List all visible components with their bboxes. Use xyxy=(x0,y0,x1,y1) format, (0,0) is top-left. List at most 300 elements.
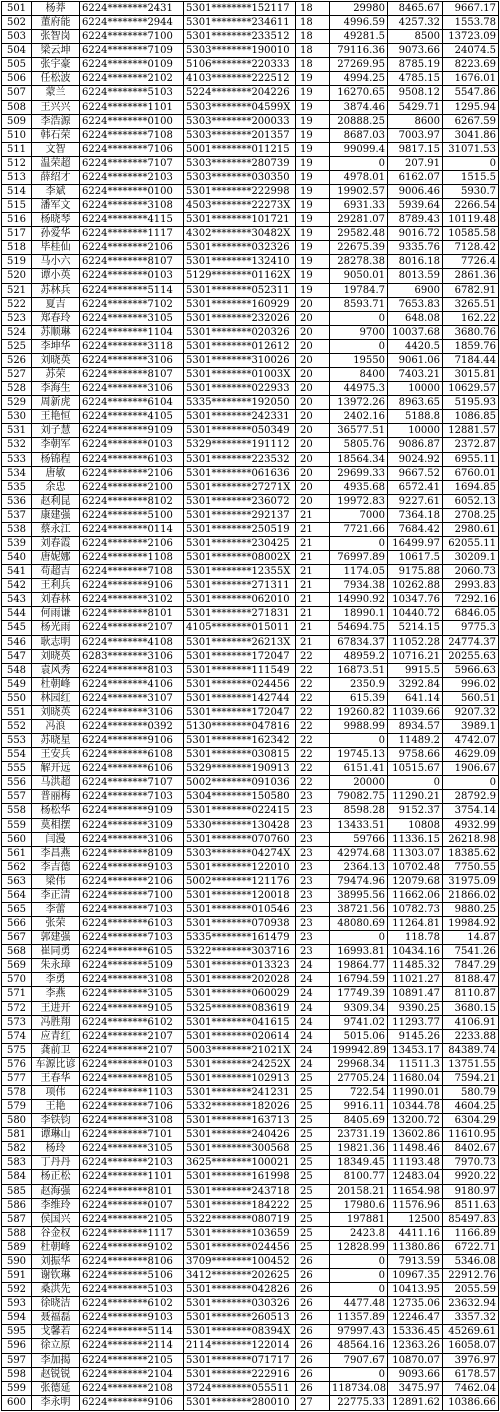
id-number-cell: 5301********020326 xyxy=(184,326,296,339)
id-number-cell: 5301********062010 xyxy=(184,593,296,606)
amount-1-cell: 8400 xyxy=(330,368,388,381)
person-name-cell: 闫漫 xyxy=(32,833,80,846)
person-name-cell: 崔同勇 xyxy=(32,945,80,958)
id-number-cell: 5301********202028 xyxy=(184,973,296,986)
person-name-cell: 王安兵 xyxy=(32,748,80,761)
bank-card-number-cell: 6224********2102 xyxy=(80,72,184,85)
person-name-cell: 耿志明 xyxy=(32,636,80,649)
bank-card-number-cell: 6224********7109 xyxy=(80,44,184,57)
bank-card-number-cell: 6224********8107 xyxy=(80,368,184,381)
id-number-cell: 5301********260513 xyxy=(184,1311,296,1324)
amount-3-cell: 8223.69 xyxy=(454,59,496,71)
row-number-cell: 560 xyxy=(2,833,32,846)
person-name-cell: 马小六 xyxy=(32,255,80,268)
bank-card-number-cell: 6224********6103 xyxy=(80,453,184,466)
person-name-cell: 谷金权 xyxy=(32,1227,80,1240)
row-number-cell: 581 xyxy=(2,1128,32,1141)
bank-card-number-cell: 6224********2103 xyxy=(80,171,184,184)
bank-card-number-cell: 6224********7103 xyxy=(80,931,184,944)
bank-card-number-cell: 6224********5106 xyxy=(80,1269,184,1282)
table-row xyxy=(2,467,498,481)
count-cell: 25 xyxy=(296,1170,330,1183)
id-number-cell: 5301********103659 xyxy=(184,1227,296,1240)
person-name-cell: 苏晓星 xyxy=(32,734,80,747)
row-number-cell: 561 xyxy=(2,847,32,860)
id-number-cell: 5130********047816 xyxy=(184,720,296,733)
bank-card-number-cell: 6224********0109 xyxy=(80,58,184,71)
count-cell: 23 xyxy=(296,903,330,916)
table-row xyxy=(2,959,498,973)
table-row xyxy=(2,171,498,185)
amount-2-cell: 3475.97 xyxy=(388,1382,443,1395)
amount-3-cell: 6846.05 xyxy=(454,608,496,620)
person-name-cell: 张宇豪 xyxy=(32,58,80,71)
person-name-cell: 刘晓英 xyxy=(32,706,80,719)
person-name-cell: 杨玲 xyxy=(32,1142,80,1155)
amount-1-cell: 18349.45 xyxy=(330,1156,388,1169)
amount-2-cell: 11485.32 xyxy=(388,959,443,972)
amount-3-cell: 3680.15 xyxy=(454,1002,496,1014)
id-number-cell: 5301********061636 xyxy=(184,467,296,480)
amount-1-cell: 79474.96 xyxy=(330,875,388,888)
row-number-cell: 549 xyxy=(2,678,32,691)
amount-3-cell: 6304.29 xyxy=(454,1115,496,1127)
row-number-cell: 545 xyxy=(2,621,32,634)
amount-3-cell: 2055.59 xyxy=(454,1284,496,1296)
amount-2-cell: 11511.3 xyxy=(388,1058,443,1071)
id-number-cell: 4105********015011 xyxy=(184,621,296,634)
row-number-cell: 580 xyxy=(2,1114,32,1127)
bank-card-number-cell: 6224********8101 xyxy=(80,607,184,620)
id-number-cell: 5301********280010 xyxy=(184,1396,296,1410)
amount-1-cell: 4477.48 xyxy=(330,1297,388,1310)
count-cell: 21 xyxy=(296,509,330,522)
amount-1-cell: 8687.03 xyxy=(330,129,388,142)
amount-2-cell: 9508.12 xyxy=(388,86,443,99)
amount-1-cell: 29582.48 xyxy=(330,227,388,240)
bank-card-number-cell: 6224********7108 xyxy=(80,129,184,142)
amount-2-cell: 5214.15 xyxy=(388,621,443,634)
id-number-cell: 2114********122014 xyxy=(184,1339,296,1352)
id-number-cell: 5301********26213X xyxy=(184,636,296,649)
amount-1-cell: 76997.89 xyxy=(330,551,388,564)
table-row xyxy=(2,1016,498,1030)
amount-1-cell: 22775.33 xyxy=(330,1396,388,1410)
bank-card-number-cell: 6224********8107 xyxy=(80,255,184,268)
amount-3-cell: 1086.85 xyxy=(454,411,496,423)
id-number-cell: 5335********161479 xyxy=(184,931,296,944)
bank-card-number-cell: 6224********4108 xyxy=(80,636,184,649)
id-number-cell: 5129********01162X xyxy=(184,269,296,282)
amount-2-cell: 9175.88 xyxy=(388,565,443,578)
person-name-cell: 余忠 xyxy=(32,481,80,494)
count-cell: 21 xyxy=(296,551,330,564)
count-cell: 20 xyxy=(296,354,330,367)
amount-3-cell: 7541.26 xyxy=(454,946,496,958)
id-number-cell: 5301********060029 xyxy=(184,987,296,1000)
row-number-cell: 600 xyxy=(2,1396,32,1410)
id-number-cell: 5303********030350 xyxy=(184,171,296,184)
row-number-cell: 554 xyxy=(2,748,32,761)
amount-3-cell: 3357.32 xyxy=(454,1312,496,1324)
id-number-cell: 5301********102913 xyxy=(184,1072,296,1085)
count-cell: 22 xyxy=(296,664,330,677)
count-cell: 19 xyxy=(296,101,330,114)
count-cell: 22 xyxy=(296,678,330,691)
amount-2-cell: 3292.84 xyxy=(388,678,443,691)
amount-1-cell: 27269.95 xyxy=(330,58,388,71)
id-number-cell: 5325********083619 xyxy=(184,1002,296,1015)
amount-3-cell: 9775.3 xyxy=(461,622,496,634)
amount-3-cell: 9920.22 xyxy=(454,1171,496,1183)
row-number-cell: 589 xyxy=(2,1241,32,1254)
row-number-cell: 533 xyxy=(2,453,32,466)
bank-card-number-cell: 6224********0392 xyxy=(80,720,184,733)
amount-1-cell: 38995.56 xyxy=(330,889,388,902)
person-name-cell: 杜朝峰 xyxy=(32,1241,80,1254)
bank-card-number-cell: 6224********3105 xyxy=(80,1142,184,1155)
count-cell: 25 xyxy=(296,1072,330,1085)
row-number-cell: 521 xyxy=(2,284,32,297)
amount-3-cell: 1553.78 xyxy=(454,17,496,29)
id-number-cell: 5001********011215 xyxy=(184,143,296,156)
amount-2-cell: 11336.15 xyxy=(388,833,443,846)
row-number-cell: 502 xyxy=(2,16,32,29)
count-cell: 26 xyxy=(296,1311,330,1324)
row-number-cell: 563 xyxy=(2,875,32,888)
count-cell: 21 xyxy=(296,565,330,578)
row-number-cell: 564 xyxy=(2,889,32,902)
count-cell: 24 xyxy=(296,973,330,986)
amount-2-cell: 10808 xyxy=(388,819,443,832)
row-number-cell: 515 xyxy=(2,199,32,212)
amount-3-cell: 4742.07 xyxy=(454,735,496,747)
count-cell: 25 xyxy=(296,1128,330,1141)
bank-card-number-cell: 6224********1108 xyxy=(80,551,184,564)
count-cell: 26 xyxy=(296,1325,330,1338)
id-number-cell: 3724********055511 xyxy=(184,1382,296,1395)
amount-2-cell: 12500 xyxy=(388,1213,443,1226)
person-name-cell: 谭琳山 xyxy=(32,1128,80,1141)
bank-card-number-cell: 6224********2105 xyxy=(80,1213,184,1226)
count-cell: 23 xyxy=(296,945,330,958)
amount-2-cell: 11662.06 xyxy=(388,889,443,902)
table-row xyxy=(2,199,498,213)
bank-card-number-cell: 6224********4105 xyxy=(80,410,184,423)
bank-card-number-cell: 6224********0103 xyxy=(80,269,184,282)
person-name-cell: 康建强 xyxy=(32,509,80,522)
data-table xyxy=(1,1,499,1411)
row-number-cell: 522 xyxy=(2,298,32,311)
row-number-cell: 559 xyxy=(2,819,32,832)
person-name-cell: 周新虎 xyxy=(32,396,80,409)
table-row xyxy=(2,1199,498,1213)
amount-2-cell: 5939.64 xyxy=(388,199,443,212)
amount-2-cell: 6572.41 xyxy=(388,481,443,494)
id-number-cell: 5301********022933 xyxy=(184,382,296,395)
bank-card-number-cell: 6224********1101 xyxy=(80,1170,184,1183)
person-name-cell: 杨锦程 xyxy=(32,453,80,466)
count-cell: 19 xyxy=(296,185,330,198)
amount-3-cell: 7594.21 xyxy=(454,1072,496,1084)
row-number-cell: 553 xyxy=(2,734,32,747)
id-number-cell: 5301********240426 xyxy=(184,1128,296,1141)
table-row xyxy=(2,1072,498,1086)
person-name-cell: 刘晓英 xyxy=(32,354,80,367)
amount-2-cell: 10262.88 xyxy=(388,579,443,592)
id-number-cell: 5301********184222 xyxy=(184,1199,296,1212)
bank-card-number-cell: 6224********7102 xyxy=(80,298,184,311)
row-number-cell: 536 xyxy=(2,495,32,508)
row-number-cell: 507 xyxy=(2,86,32,99)
amount-3-cell: 3989.1 xyxy=(461,720,496,732)
id-number-cell: 5330********130428 xyxy=(184,819,296,832)
row-number-cell: 595 xyxy=(2,1325,32,1338)
bank-card-number-cell: 6224********2103 xyxy=(80,1156,184,1169)
amount-1-cell: 7000 xyxy=(330,509,388,522)
amount-1-cell: 7934.38 xyxy=(330,579,388,592)
id-number-cell: 5301********041615 xyxy=(184,1016,296,1029)
row-number-cell: 557 xyxy=(2,790,32,803)
id-number-cell: 5301********271831 xyxy=(184,607,296,620)
bank-card-number-cell: 6224********4106 xyxy=(80,678,184,691)
amount-3-cell: 1166.89 xyxy=(454,1227,496,1239)
row-number-cell: 582 xyxy=(2,1142,32,1155)
count-cell: 19 xyxy=(296,255,330,268)
table-row xyxy=(2,523,498,537)
table-row xyxy=(2,987,498,1001)
amount-1-cell: 4935.68 xyxy=(330,481,388,494)
id-number-cell: 5301********236072 xyxy=(184,495,296,508)
amount-2-cell: 4420.5 xyxy=(388,340,443,353)
table-row xyxy=(2,1128,498,1142)
amount-2-cell: 9061.06 xyxy=(388,354,443,367)
amount-3-cell: 8402.67 xyxy=(454,1143,496,1155)
amount-3-cell: 14.87 xyxy=(467,932,496,944)
table-row xyxy=(2,495,498,509)
count-cell: 21 xyxy=(296,593,330,606)
person-name-cell: 蔡永江 xyxy=(32,523,80,536)
count-cell: 18 xyxy=(296,16,330,29)
amount-3-cell: 8511.63 xyxy=(454,1199,496,1211)
id-number-cell: 5301********071717 xyxy=(184,1354,296,1367)
table-row xyxy=(2,1142,498,1156)
id-number-cell: 5002********091036 xyxy=(184,776,296,789)
id-number-cell: 5301********250519 xyxy=(184,523,296,536)
id-number-cell: 5301********030815 xyxy=(184,748,296,761)
count-cell: 24 xyxy=(296,1016,330,1029)
amount-2-cell: 10440.72 xyxy=(388,607,443,620)
row-number-cell: 508 xyxy=(2,101,32,114)
person-name-cell: 苟超吉 xyxy=(32,565,80,578)
count-cell: 18 xyxy=(296,58,330,71)
count-cell: 21 xyxy=(296,579,330,592)
amount-1-cell: 48959.2 xyxy=(330,650,388,663)
row-number-cell: 513 xyxy=(2,171,32,184)
person-name-cell: 赵海强 xyxy=(32,1185,80,1198)
table-row xyxy=(2,1044,498,1058)
person-name-cell: 李燕 xyxy=(32,987,80,1000)
person-name-cell: 丁丹丹 xyxy=(32,1156,80,1169)
amount-2-cell: 11498.46 xyxy=(388,1142,443,1155)
bank-card-number-cell: 6224********6105 xyxy=(80,945,184,958)
amount-1-cell: 19864.77 xyxy=(330,959,388,972)
row-number-cell: 574 xyxy=(2,1030,32,1043)
amount-1-cell: 0 xyxy=(330,1283,388,1296)
row-number-cell: 579 xyxy=(2,1100,32,1113)
amount-2-cell: 9915.5 xyxy=(388,664,443,677)
person-name-cell: 韩石荣 xyxy=(32,129,80,142)
table-row xyxy=(2,762,498,776)
row-number-cell: 526 xyxy=(2,354,32,367)
person-name-cell: 马洪超 xyxy=(32,776,80,789)
row-number-cell: 571 xyxy=(2,987,32,1000)
table-row xyxy=(2,269,498,283)
id-number-cell: 5301********030326 xyxy=(184,1297,296,1310)
row-number-cell: 525 xyxy=(2,340,32,353)
bank-card-number-cell: 6224********9103 xyxy=(80,1311,184,1324)
row-number-cell: 591 xyxy=(2,1269,32,1282)
person-name-cell: 任松波 xyxy=(32,72,80,85)
count-cell: 19 xyxy=(296,284,330,297)
amount-1-cell: 48564.16 xyxy=(330,1339,388,1352)
table-row xyxy=(2,650,498,664)
id-number-cell: 5303********04599X xyxy=(184,101,296,114)
count-cell: 24 xyxy=(296,959,330,972)
amount-1-cell: 54694.75 xyxy=(330,621,388,634)
count-cell: 20 xyxy=(296,326,330,339)
person-name-cell: 毕桂仙 xyxy=(32,241,80,254)
bank-card-number-cell: 6224********1117 xyxy=(80,227,184,240)
amount-1-cell: 16270.65 xyxy=(330,86,388,99)
amount-1-cell: 13433.51 xyxy=(330,819,388,832)
amount-1-cell: 7907.67 xyxy=(330,1354,388,1367)
bank-card-number-cell: 6224********1103 xyxy=(80,1086,184,1099)
table-row xyxy=(2,1339,498,1353)
person-name-cell: 刘春霞 xyxy=(32,537,80,550)
table-row xyxy=(2,678,498,692)
count-cell: 19 xyxy=(296,199,330,212)
amount-2-cell: 8963.65 xyxy=(388,396,443,409)
amount-2-cell: 11039.66 xyxy=(388,706,443,719)
amount-2-cell: 8016.18 xyxy=(388,255,443,268)
table-row xyxy=(2,30,498,44)
table-row xyxy=(2,424,498,438)
amount-2-cell: 10702.48 xyxy=(388,861,443,874)
bank-card-number-cell: 6224********2107 xyxy=(80,621,184,634)
id-number-cell: 5301********052311 xyxy=(184,284,296,297)
id-number-cell: 5301********241231 xyxy=(184,1086,296,1099)
amount-2-cell: 8600 xyxy=(388,115,443,128)
row-number-cell: 517 xyxy=(2,227,32,240)
count-cell: 20 xyxy=(296,467,330,480)
amount-3-cell: 5966.63 xyxy=(454,664,496,676)
bank-card-number-cell: 6224********9109 xyxy=(80,424,184,437)
bank-card-number-cell: 6224********9106 xyxy=(80,1396,184,1410)
row-number-cell: 558 xyxy=(2,804,32,817)
count-cell: 25 xyxy=(296,1241,330,1254)
table-row xyxy=(2,58,498,72)
count-cell: 21 xyxy=(296,523,330,536)
amount-3-cell: 18385.62 xyxy=(448,847,496,859)
row-number-cell: 524 xyxy=(2,326,32,339)
amount-3-cell: 0 xyxy=(489,777,496,789)
count-cell: 19 xyxy=(296,241,330,254)
amount-2-cell: 4785.15 xyxy=(388,72,443,85)
row-number-cell: 555 xyxy=(2,762,32,775)
amount-3-cell: 7292.16 xyxy=(454,594,496,606)
row-number-cell: 546 xyxy=(2,636,32,649)
amount-1-cell: 118734.08 xyxy=(332,1382,387,1394)
amount-2-cell: 9024.92 xyxy=(388,453,443,466)
amount-1-cell: 0 xyxy=(330,1368,388,1381)
amount-2-cell: 9073.66 xyxy=(388,44,443,57)
amount-1-cell: 18564.34 xyxy=(330,453,388,466)
amount-3-cell: 580.79 xyxy=(461,1087,496,1099)
bank-card-number-cell: 6224********2106 xyxy=(80,467,184,480)
amount-2-cell: 4411.16 xyxy=(388,1227,443,1240)
amount-2-cell: 9152.37 xyxy=(388,804,443,817)
count-cell: 26 xyxy=(296,1382,330,1395)
row-number-cell: 583 xyxy=(2,1156,32,1169)
amount-2-cell: 641.14 xyxy=(388,692,443,705)
amount-2-cell: 9667.52 xyxy=(388,467,443,480)
row-number-cell: 568 xyxy=(2,945,32,958)
table-row xyxy=(2,1213,498,1227)
bank-card-number-cell: 6224********0114 xyxy=(80,523,184,536)
person-name-cell: 李昌燕 xyxy=(32,847,80,860)
count-cell: 18 xyxy=(296,30,330,43)
amount-2-cell: 11380.86 xyxy=(388,1241,443,1254)
row-number-cell: 596 xyxy=(2,1339,32,1352)
count-cell: 22 xyxy=(296,776,330,789)
id-number-cell: 5301********070938 xyxy=(184,917,296,930)
count-cell: 23 xyxy=(296,875,330,888)
count-cell: 25 xyxy=(296,1114,330,1127)
table-row xyxy=(2,227,498,241)
amount-2-cell: 13200.72 xyxy=(388,1114,443,1127)
count-cell: 23 xyxy=(296,889,330,902)
count-cell: 25 xyxy=(296,1156,330,1169)
count-cell: 18 xyxy=(296,44,330,57)
amount-2-cell: 11293.77 xyxy=(388,1016,443,1029)
person-name-cell: 董府能 xyxy=(32,16,80,29)
amount-3-cell: 8110.87 xyxy=(454,988,496,1000)
amount-1-cell: 6931.33 xyxy=(330,199,388,212)
count-cell: 26 xyxy=(296,1368,330,1381)
count-cell: 19 xyxy=(296,86,330,99)
person-name-cell: 王艳 xyxy=(32,1100,80,1113)
amount-3-cell: 9667.17 xyxy=(454,3,496,14)
bank-card-number-cell: 6224********7100 xyxy=(80,30,184,43)
bank-card-number-cell: 6224********9105 xyxy=(80,1002,184,1015)
amount-3-cell: 3265.51 xyxy=(454,298,496,310)
count-cell: 26 xyxy=(296,1339,330,1352)
count-cell: 19 xyxy=(296,115,330,128)
count-cell: 25 xyxy=(296,1213,330,1226)
amount-1-cell: 20158.21 xyxy=(330,1185,388,1198)
amount-3-cell: 7847.29 xyxy=(454,960,496,972)
table-row xyxy=(2,1241,498,1255)
count-cell: 25 xyxy=(296,1199,330,1212)
bank-card-number-cell: 6224********3106 xyxy=(80,354,184,367)
table-row xyxy=(2,1086,498,1100)
count-cell: 25 xyxy=(296,1100,330,1113)
amount-2-cell: 12079.68 xyxy=(388,875,443,888)
person-name-cell: 苏荣 xyxy=(32,368,80,381)
table-row xyxy=(2,607,498,621)
count-cell: 19 xyxy=(296,129,330,142)
